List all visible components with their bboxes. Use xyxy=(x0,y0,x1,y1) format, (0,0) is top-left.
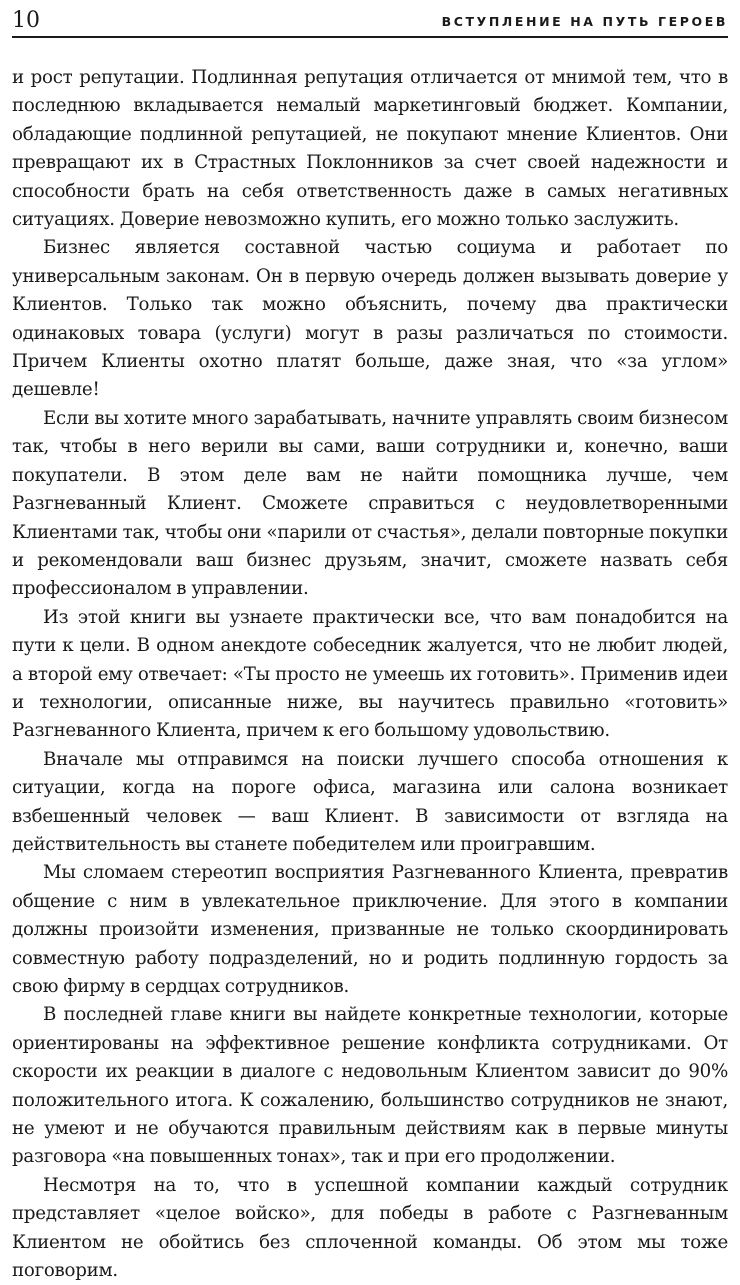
paragraph: Мы сломаем стереотип восприятия Разгневанного Клиента, превратив общение с ним в увлекательное приключение. Для этого в компании должны произойти изменения, призванные не только скоординировать совместную работу подразделений, но и родить подлинную гордость за свою фирму в сердцах сотрудников. xyxy=(12,862,728,997)
section-title: ВСТУПЛЕНИЕ НА ПУТЬ ГЕРОЕВ xyxy=(441,13,728,29)
paragraph: Из этой книги вы узнаете практически все, что вам понадобится на пути к цели. В одном анекдоте собеседник жалуется, что не любит людей, а второй ему отвечает: «Ты просто не умеешь их готовить». Применив идеи и технологии, описанные ниже, вы научитесь правильно «готовить» Разгневанного Клиента, причем к его большому удовольствию. xyxy=(12,606,728,742)
paragraph: Вначале мы отправимся на поиски лучшего способа отношения к ситуации, когда на пороге офиса, магазина или салона возникает взбешенный человек — ваш Клиент. В зависимости от взгляда на действительность вы станете победителем или проигравшим. xyxy=(12,748,728,855)
paragraph: Если вы хотите много зарабатывать, начните управлять своим бизнесом так, чтобы в него верили вы сами, ваши сотрудники и, конечно, ваши покупатели. В этом деле вам не найти помощника лучше, чем Разгневанный Клиент. Сможете справиться с неудовлетворенными Клиентами так, чтобы они «парили от счастья», делали повторные покупки и рекомендовали ваш бизнес друзьям, значит, сможете назвать себя профессионалом в управлении. xyxy=(12,407,728,600)
body-text xyxy=(12,64,728,1285)
running-head xyxy=(12,6,728,38)
paragraph: В последней главе книги вы найдете конкретные технологии, которые ориентированы на эффективное решение конфликта сотрудниками. От скорости их реакции в диалоге с недовольным Клиентом зависит до 90% положительного итога. К сожалению, большинство сотрудников не знают, не умеют и не обучаются правильным действиям как в первые минуты разговора «на повышенных тонах», так и при его продолжении. xyxy=(12,1004,728,1168)
paragraph-continued: и рост репутации. Подлинная репутация отличается от мнимой тем, что в последнюю вкладывается немалый маркетинговый бюджет. Компании, обладающие подлинной репутацией, не покупают мнение Клиентов. Они превращают их в Страстных Поклонников за счет своей надежности и способности брать на себя ответственность даже в самых негативных ситуациях. Доверие невозможно купить, его можно только заслужить. xyxy=(12,67,728,231)
paragraph: Несмотря на то, что в успешной компании каждый сотрудник представляет «целое войско», для победы в работе с Разгневанным Клиентом не обойтись без сплоченной команды. Об этом мы тоже поговорим. xyxy=(12,1174,728,1282)
page-number: 10 xyxy=(12,8,40,33)
paragraph: Бизнес является составной частью социума и работает по универсальным законам. Он в первую очередь должен вызывать доверие у Клиентов. Только так можно объяснить, почему два практически одинаковых товара (услуги) могут в разы различаться по стоимости. Причем Клиенты охотно платят больше, даже зная, что «за углом» дешевле! xyxy=(12,237,728,401)
